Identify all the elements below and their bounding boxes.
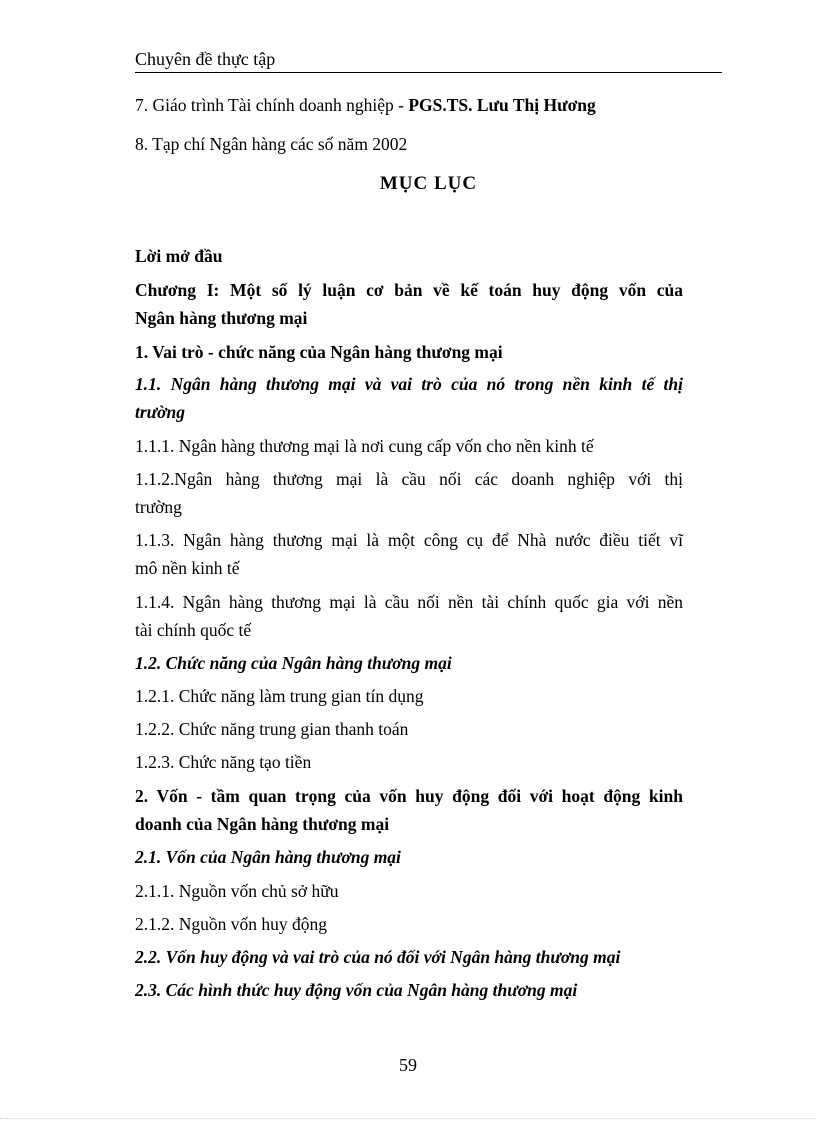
toc-section-2: 2. Vốn - tầm quan trọng của vốn huy động đối với hoạt động kinh: [135, 786, 683, 806]
toc-item-1-1-2: 1.1.2.Ngân hàng thương mại là cầu nối các doanh nghiệp với thị: [135, 469, 683, 489]
toc-item-1-1-4: 1.1.4. Ngân hàng thương mại là cầu nối nền tài chính quốc gia với nền: [135, 592, 683, 612]
toc-item-2-1-2: 2.1.2. Nguồn vốn huy động: [135, 914, 328, 934]
toc-section-2-1: 2.1. Vốn của Ngân hàng thương mại: [135, 847, 401, 867]
page-bottom-divider: [0, 1118, 816, 1119]
toc-item-1-1-3-cont: mô nền kinh tế: [135, 558, 240, 578]
reference-item-7: [135, 93, 596, 117]
reference-text: 8. Tạp chí Ngân hàng các số năm 2002: [135, 134, 408, 154]
toc-section-1: 1. Vai trò - chức năng của Ngân hàng thương mại: [135, 342, 503, 362]
toc-section-2-cont: doanh của Ngân hàng thương mại: [135, 814, 390, 834]
toc-item-1-2-1: 1.2.1. Chức năng làm trung gian tín dụng: [135, 686, 424, 706]
toc-item-1-1-1: 1.1.1. Ngân hàng thương mại là nơi cung cấp vốn cho nền kinh tế: [135, 436, 594, 456]
toc-item-1-1-2-cont: trường: [135, 497, 182, 517]
page-number: 59: [399, 1055, 417, 1075]
reference-item-8: [135, 132, 407, 156]
toc-item-1-1-4-cont: tài chính quốc tế: [135, 620, 252, 640]
toc-section-1-2: 1.2. Chức năng của Ngân hàng thương mại: [135, 653, 452, 673]
toc-item-1-1-3: 1.1.3. Ngân hàng thương mại là một công cụ để Nhà nước điều tiết vĩ: [135, 530, 683, 550]
running-header: Chuyên đề thực tập: [135, 47, 722, 73]
toc-section-1-1-cont: trường: [135, 402, 186, 422]
reference-text: 7. Giáo trình Tài chính doanh nghiệp -: [135, 95, 409, 115]
toc-chapter-1: Chương I: Một số lý luận cơ bản về kế toán huy động vốn của: [135, 280, 683, 300]
reference-author: PGS.TS. Lưu Thị Hương: [408, 95, 596, 115]
toc-item-1-2-3: 1.2.3. Chức năng tạo tiền: [135, 752, 312, 772]
toc-item-1-2-2: 1.2.2. Chức năng trung gian thanh toán: [135, 719, 409, 739]
toc-item-2-1-1: 2.1.1. Nguồn vốn chủ sở hữu: [135, 881, 339, 901]
toc-section-2-2: 2.2. Vốn huy động và vai trò của nó đối với Ngân hàng thương mại: [135, 947, 621, 967]
toc-section-2-3: 2.3. Các hình thức huy động vốn của Ngân hàng thương mại: [135, 980, 578, 1000]
toc-section-1-1: 1.1. Ngân hàng thương mại và vai trò của nó trong nền kinh tế thị: [135, 374, 683, 394]
toc-chapter-1-cont: Ngân hàng thương mại: [135, 308, 308, 328]
toc-intro: Lời mở đầu: [135, 246, 223, 266]
page-title: MỤC LỤC: [379, 173, 478, 194]
